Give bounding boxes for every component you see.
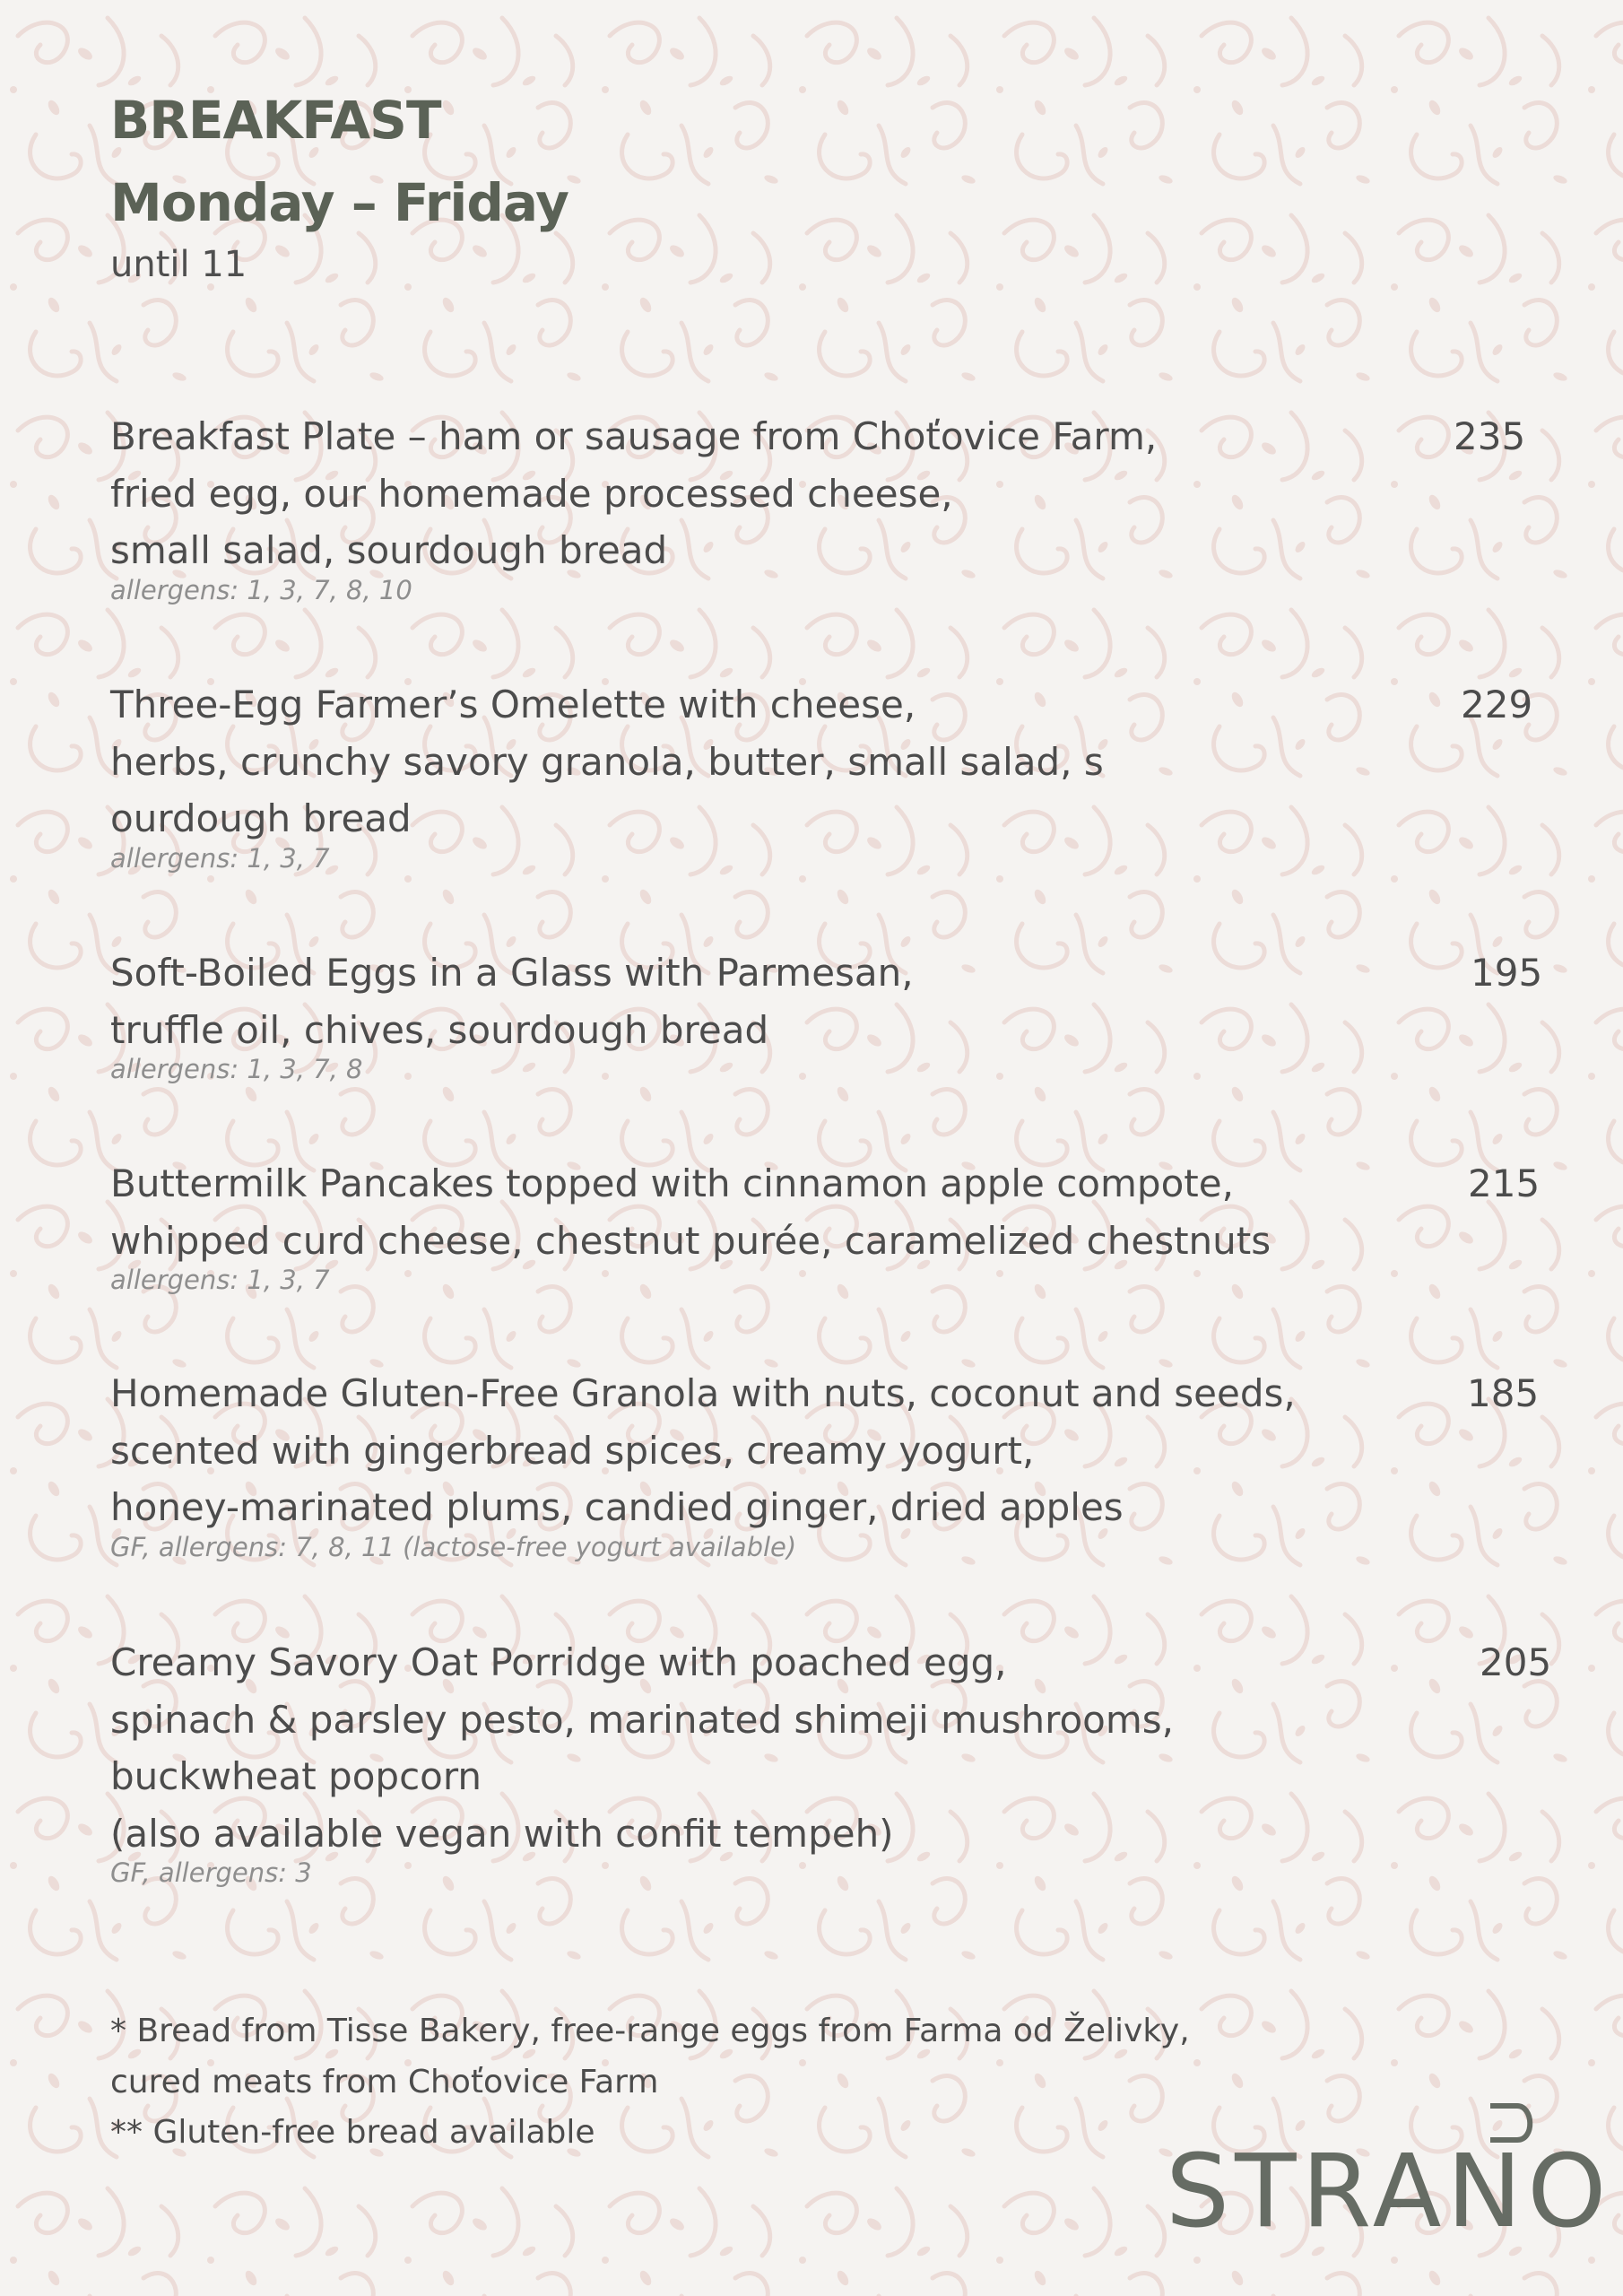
item-description [110, 676, 1410, 874]
item-price: 195 [1471, 951, 1543, 995]
item-allergens: GF, allergens: 3 [110, 1857, 312, 1888]
item-line: Homemade Gluten-Free Granola with nuts, coconut and seeds, [110, 1371, 1296, 1415]
item-price: 185 [1467, 1371, 1540, 1415]
item-line: small salad, sourdough bread [110, 528, 668, 572]
menu-item [110, 676, 1545, 874]
item-allergens: allergens: 1, 3, 7 [110, 842, 330, 874]
menu-item [110, 408, 1545, 606]
item-line: herbs, crunchy savory granola, butter, small salad, s [110, 739, 1104, 784]
item-description [110, 944, 1410, 1085]
menu-item [110, 1155, 1545, 1296]
item-description [110, 1634, 1410, 1889]
item-allergens: allergens: 1, 3, 7, 8 [110, 1054, 363, 1084]
item-allergens: allergens: 1, 3, 7, 8, 10 [110, 574, 412, 605]
menu-item [110, 944, 1545, 1085]
menu-days: Monday – Friday [110, 172, 568, 233]
item-line: buckwheat popcorn [110, 1754, 482, 1798]
menu-title: BREAKFAST [110, 90, 441, 151]
item-price: 205 [1480, 1640, 1552, 1684]
item-line: spinach & parsley pesto, marinated shimeji mushrooms, [110, 1697, 1175, 1742]
item-description [110, 408, 1410, 606]
menu-item [110, 1634, 1552, 1889]
item-line: Breakfast Plate – ham or sausage from Choťovice Farm, [110, 414, 1158, 458]
item-description [110, 1155, 1410, 1296]
item-allergens: GF, allergens: 7, 8, 11 (lactose-free yogurt available) [110, 1531, 797, 1562]
item-line: honey-marinated plums, candied ginger, dried apples [110, 1485, 1124, 1529]
menu-item [110, 1365, 1545, 1563]
footnote-line: ** Gluten-free bread available [110, 2114, 595, 2151]
logo-text: STRANO [1166, 2134, 1612, 2250]
item-line: whipped curd cheese, chestnut purée, caramelized chestnuts [110, 1218, 1271, 1263]
item-line: (also available vegan with confit tempeh) [110, 1811, 894, 1856]
item-line: scented with gingerbread spices, creamy yogurt, [110, 1428, 1035, 1473]
item-price: 229 [1461, 683, 1533, 726]
item-allergens: allergens: 1, 3, 7 [110, 1265, 330, 1295]
menu-hours: until 11 [110, 244, 247, 285]
footnote-line: cured meats from Choťovice Farm [110, 2063, 659, 2100]
strano-logo [1166, 2090, 1612, 2250]
item-description [110, 1365, 1410, 1563]
item-line: Soft-Boiled Eggs in a Glass with Parmesan, [110, 951, 914, 995]
item-line: Three-Egg Farmer’s Omelette with cheese, [110, 683, 916, 726]
item-line: Buttermilk Pancakes topped with cinnamon apple compote, [110, 1161, 1234, 1205]
item-price: 215 [1468, 1161, 1541, 1205]
item-line: Creamy Savory Oat Porridge with poached egg, [110, 1640, 1007, 1684]
item-line: ourdough bread [110, 796, 412, 840]
item-price: 235 [1454, 414, 1526, 458]
footnote-line: * Bread from Tisse Bakery, free-range eggs from Farma od Želivky, [110, 2013, 1190, 2049]
item-line: fried egg, our homemade processed cheese, [110, 471, 953, 516]
item-line: truffle oil, chives, sourdough bread [110, 1007, 769, 1052]
menu-footnotes [110, 2006, 1190, 2159]
